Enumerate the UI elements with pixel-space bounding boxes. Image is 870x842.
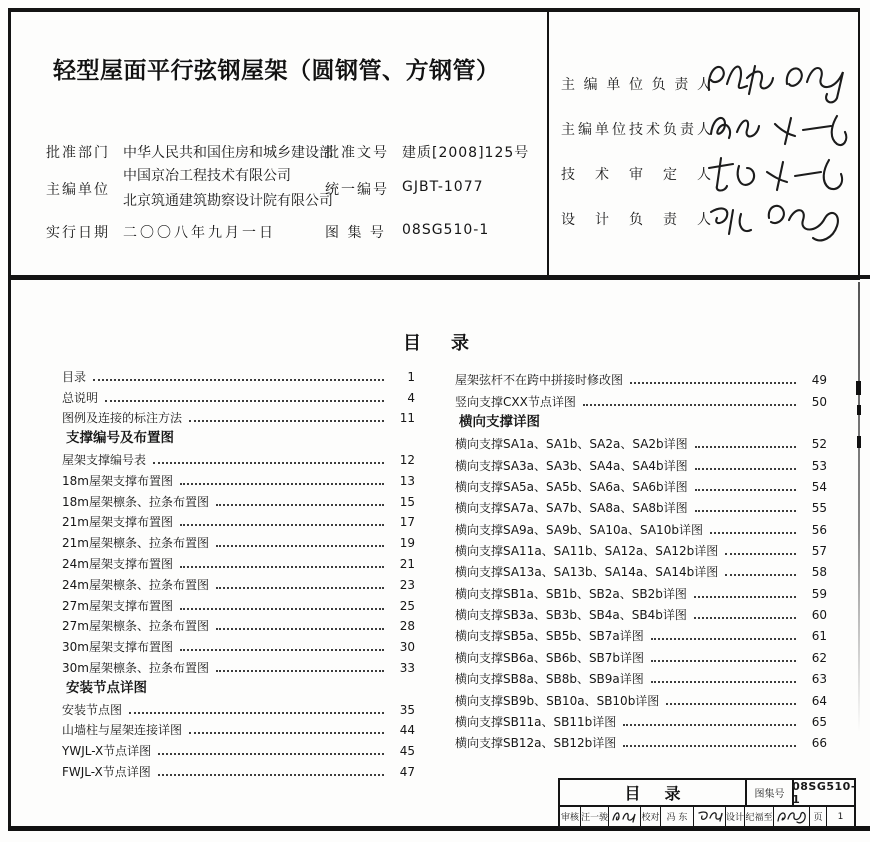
toc-entry-label: 18m屋架檩条、拉条布置图 xyxy=(62,494,209,509)
toc-entry-page: 56 xyxy=(811,522,827,537)
serial-value: GJBT-1077 xyxy=(402,179,484,195)
toc-entry-label: 屋架支撑编号表 xyxy=(62,452,147,467)
toc-leader-dots xyxy=(216,504,384,506)
toc-entry-label: 横向支撑SB11a、SB11b详图 xyxy=(455,714,617,729)
editor-line2: 北京筑通建筑勘察设计院有限公司 xyxy=(123,193,333,209)
atlas-no-value: 08SG510-1 xyxy=(402,222,490,238)
toc-leader-dots xyxy=(695,489,796,491)
editor-line1: 中国京冶工程技术有限公司 xyxy=(123,168,291,184)
header-vertical-divider xyxy=(547,12,549,275)
toc-entry-label: 横向支撑SB3a、SB3b、SB4a、SB4b详图 xyxy=(455,608,687,623)
handwritten-signature xyxy=(776,809,808,825)
toc-entry-page: 44 xyxy=(399,723,415,738)
toc-entry-label: 屋架弦杆不在跨中拼接时修改图 xyxy=(455,373,624,388)
toc-entry-page: 13 xyxy=(399,473,415,488)
toc-entry-page: 52 xyxy=(811,437,827,452)
toc-entry-label: 24m屋架支撑布置图 xyxy=(62,556,173,571)
toc-leader-dots xyxy=(158,774,384,776)
toc-entry-page: 54 xyxy=(811,480,827,495)
toc-entry-page: 11 xyxy=(399,411,415,426)
atlas-no-label: 图 集 号 xyxy=(325,225,386,241)
toc-entry-label: 横向支撑SB9b、SB10a、SB10b详图 xyxy=(455,693,660,708)
toc-leader-dots xyxy=(216,628,384,630)
approval-doc-value: 建质[2008]125号 xyxy=(402,145,530,161)
toc-leader-dots xyxy=(695,510,796,512)
approval-dept-label: 批准部门 xyxy=(46,145,110,161)
toc-leader-dots xyxy=(153,462,384,464)
toc-entry xyxy=(455,516,827,537)
toc-entry-label: YWJL-X节点详图 xyxy=(62,744,152,759)
toc-entry-label: FWJL-X节点详图 xyxy=(62,764,151,779)
toc-entry-page: 66 xyxy=(811,736,827,751)
toc-entry-page: 58 xyxy=(811,565,827,580)
toc-entry-page: 61 xyxy=(811,629,827,644)
toc-entry xyxy=(62,655,415,676)
toc-leader-dots xyxy=(180,483,384,485)
toc-leader-dots xyxy=(583,404,796,406)
toc-entry xyxy=(455,580,827,601)
toc-entry xyxy=(455,602,827,623)
toc-entry-label: 30m屋架支撑布置图 xyxy=(62,640,173,655)
chief-tech-label: 主编单位技术负责人 xyxy=(561,122,711,138)
toc-entry xyxy=(62,572,415,593)
toc-leader-dots xyxy=(630,382,796,384)
toc-entry xyxy=(455,709,827,730)
toc-entry-label: 横向支撑SA5a、SA5b、SA6a、SA6b详图 xyxy=(455,480,688,495)
toc-leader-dots xyxy=(725,574,796,576)
toc-leader-dots xyxy=(216,545,384,547)
toc-entry-page: 33 xyxy=(399,660,415,675)
date-value: 二〇〇八年九月一日 xyxy=(123,225,276,241)
toc-entry xyxy=(455,644,827,665)
scan-edge-mark xyxy=(856,381,861,395)
toc-entry-page: 50 xyxy=(811,394,827,409)
toc-leader-dots xyxy=(158,753,384,755)
toc-entry-page: 65 xyxy=(811,714,827,729)
atlas-no-value: 08SG510-1 xyxy=(792,779,856,806)
drawing-title-block xyxy=(558,778,856,828)
toc-heading: 目录 xyxy=(403,333,499,354)
toc-leader-dots xyxy=(180,608,384,610)
toc-leader-dots xyxy=(725,553,796,555)
toc-entry-label: 21m屋架支撑布置图 xyxy=(62,515,173,530)
toc-leader-dots xyxy=(623,724,796,726)
title-block-title: 目录 xyxy=(624,784,705,803)
toc-entry-label: 图例及连接的标注方法 xyxy=(62,411,183,426)
toc-entry-page: 62 xyxy=(811,650,827,665)
review-signature xyxy=(609,807,641,826)
review-name: 汪一骏 xyxy=(581,807,609,826)
toc-entry-label: 总说明 xyxy=(62,390,99,405)
toc-leader-dots xyxy=(189,420,384,422)
divider-extension xyxy=(858,275,870,279)
toc-entry xyxy=(455,666,827,687)
toc-leader-dots xyxy=(695,468,796,470)
toc-entry-page: 17 xyxy=(399,515,415,530)
toc-entry xyxy=(62,468,415,489)
toc-entry xyxy=(62,510,415,531)
toc-entry xyxy=(62,364,415,385)
toc-entry-page: 28 xyxy=(399,619,415,634)
toc-section-label: 支撑编号及布置图 xyxy=(66,430,174,447)
title-header-box xyxy=(8,8,860,280)
title-block-bottom-row xyxy=(560,807,854,826)
toc-leader-dots xyxy=(694,617,796,619)
toc-entry xyxy=(455,687,827,708)
toc-entry xyxy=(62,385,415,406)
toc-entry-label: 目录 xyxy=(62,369,87,384)
toc-leader-dots xyxy=(93,379,384,381)
toc-entry xyxy=(62,697,415,718)
toc-entry-label: 21m屋架檩条、拉条布置图 xyxy=(62,536,209,551)
toc-entry xyxy=(62,406,415,427)
toc-leader-dots xyxy=(180,524,384,526)
title-block-top-row xyxy=(560,780,854,807)
toc-entry-page: 23 xyxy=(399,577,415,592)
toc-entry-label: 24m屋架檩条、拉条布置图 xyxy=(62,577,209,592)
toc-entry-page: 1 xyxy=(407,369,415,384)
toc-entry-label: 横向支撑SB8a、SB8b、SB9a详图 xyxy=(455,672,644,687)
toc-entry xyxy=(455,388,827,409)
toc-entry xyxy=(455,367,827,388)
toc-leader-dots xyxy=(695,446,796,448)
toc-entry-label: 横向支撑SB5a、SB5b、SB7a详图 xyxy=(455,629,644,644)
toc-entry xyxy=(62,593,415,614)
date-label: 实行日期 xyxy=(46,225,110,241)
toc-section-header xyxy=(455,410,827,431)
page-label: 页 xyxy=(810,807,827,826)
toc-leader-dots xyxy=(651,638,796,640)
toc-section-header xyxy=(62,426,415,447)
toc-entry-label: 山墙柱与屋架连接详图 xyxy=(62,723,183,738)
toc-leader-dots xyxy=(666,703,796,705)
toc-entry xyxy=(62,530,415,551)
design-signature xyxy=(774,807,810,826)
toc-entry xyxy=(62,447,415,468)
toc-entry-page: 59 xyxy=(811,586,827,601)
toc-entry-page: 60 xyxy=(811,608,827,623)
toc-entry-page: 19 xyxy=(399,536,415,551)
toc-entry-page: 25 xyxy=(399,598,415,613)
toc-entry-label: 横向支撑SA13a、SA13b、SA14a、SA14b详图 xyxy=(455,565,719,580)
toc-entry xyxy=(455,623,827,644)
toc-leader-dots xyxy=(216,587,384,589)
page-left-border xyxy=(8,278,11,829)
design-name: 纪福至 xyxy=(745,807,774,826)
toc-entry-page: 12 xyxy=(399,452,415,467)
toc-leader-dots xyxy=(623,745,796,747)
serial-label: 统一编号 xyxy=(325,182,389,198)
review-label: 审核 xyxy=(560,807,581,826)
toc-entry-label: 横向支撑SB6a、SB6b、SB7b详图 xyxy=(455,650,645,665)
toc-section-label: 横向支撑详图 xyxy=(459,414,540,431)
check-name: 冯 东 xyxy=(661,807,694,826)
toc-entry xyxy=(455,431,827,452)
chief-editor-label: 主编单位负责人 xyxy=(561,77,711,93)
toc-section-label: 安装节点详图 xyxy=(66,679,147,696)
handwritten-signature xyxy=(703,150,853,198)
toc-section-header xyxy=(62,676,415,697)
toc-entry xyxy=(62,634,415,655)
toc-entry-page: 35 xyxy=(399,702,415,717)
design-lead-label: 设计负责人 xyxy=(561,212,711,228)
scan-edge-line xyxy=(858,282,860,732)
toc-column-right xyxy=(455,367,827,751)
check-signature xyxy=(694,807,726,826)
toc-leader-dots xyxy=(651,681,796,683)
toc-leader-dots xyxy=(180,649,384,651)
toc-leader-dots xyxy=(216,670,384,672)
toc-entry-label: 27m屋架檩条、拉条布置图 xyxy=(62,619,209,634)
design-label: 设计 xyxy=(726,807,745,826)
toc-entry xyxy=(62,759,415,780)
toc-entry xyxy=(62,718,415,739)
toc-entry-label: 横向支撑SB12a、SB12b详图 xyxy=(455,736,617,751)
toc-entry xyxy=(62,614,415,635)
handwritten-signature xyxy=(703,54,853,106)
toc-entry-page: 30 xyxy=(399,640,415,655)
toc-entry xyxy=(455,452,827,473)
toc-entry-page: 15 xyxy=(399,494,415,509)
toc-leader-dots xyxy=(105,400,384,402)
toc-entry xyxy=(62,551,415,572)
toc-entry-label: 横向支撑SB1a、SB1b、SB2a、SB2b详图 xyxy=(455,586,687,601)
toc-entry-label: 30m屋架檩条、拉条布置图 xyxy=(62,660,209,675)
handwritten-signature xyxy=(611,809,639,824)
editor-label: 主编单位 xyxy=(46,182,110,198)
toc-leader-dots xyxy=(189,732,384,734)
scan-edge-mark xyxy=(857,436,861,448)
tech-approver-label: 技术审定人 xyxy=(561,167,711,183)
toc-leader-dots xyxy=(710,532,796,534)
toc-entry xyxy=(62,489,415,510)
atlas-title: 轻型屋面平行弦钢屋架（圆钢管、方钢管） xyxy=(53,58,500,84)
scan-edge-mark xyxy=(857,405,861,415)
check-label: 校对 xyxy=(641,807,661,826)
toc-entry xyxy=(455,474,827,495)
approval-doc-label: 批准文号 xyxy=(325,145,389,161)
toc-entry xyxy=(455,495,827,516)
toc-entry-page: 47 xyxy=(399,764,415,779)
toc-entry xyxy=(455,559,827,580)
toc-entry-page: 63 xyxy=(811,672,827,687)
toc-leader-dots xyxy=(180,566,384,568)
toc-leader-dots xyxy=(651,660,796,662)
handwritten-signature xyxy=(703,104,853,152)
toc-leader-dots xyxy=(694,596,796,598)
toc-entry-page: 57 xyxy=(811,544,827,559)
handwritten-signature xyxy=(696,809,724,824)
toc-entry-label: 横向支撑SA3a、SA3b、SA4a、SA4b详图 xyxy=(455,458,688,473)
page-number: 1 xyxy=(837,811,844,822)
toc-entry-page: 21 xyxy=(399,556,415,571)
toc-leader-dots xyxy=(129,712,384,714)
approval-dept-value: 中华人民共和国住房和城乡建设部 xyxy=(123,145,333,161)
handwritten-signature xyxy=(703,196,853,248)
toc-entry-label: 横向支撑SA1a、SA1b、SA2a、SA2b详图 xyxy=(455,437,688,452)
toc-entry-label: 横向支撑SA7a、SA7b、SA8a、SA8b详图 xyxy=(455,501,688,516)
toc-entry xyxy=(455,730,827,751)
toc-entry-label: 安装节点图 xyxy=(62,702,123,717)
toc-entry-label: 27m屋架支撑布置图 xyxy=(62,598,173,613)
toc-entry-label: 横向支撑SA11a、SA11b、SA12a、SA12b详图 xyxy=(455,544,719,559)
toc-entry xyxy=(62,738,415,759)
atlas-no-label: 图集号 xyxy=(745,780,792,805)
toc-entry-label: 18m屋架支撑布置图 xyxy=(62,473,173,488)
toc-entry-label: 横向支撑SA9a、SA9b、SA10a、SA10b详图 xyxy=(455,522,703,537)
toc-column-left xyxy=(62,364,415,780)
toc-entry-page: 4 xyxy=(407,390,415,405)
toc-entry-page: 55 xyxy=(811,501,827,516)
toc-entry-page: 64 xyxy=(811,693,827,708)
toc-entry xyxy=(455,538,827,559)
toc-entry-page: 53 xyxy=(811,458,827,473)
toc-entry-page: 49 xyxy=(811,373,827,388)
toc-entry-page: 45 xyxy=(399,744,415,759)
toc-entry-label: 竖向支撑CXX节点详图 xyxy=(455,394,576,409)
